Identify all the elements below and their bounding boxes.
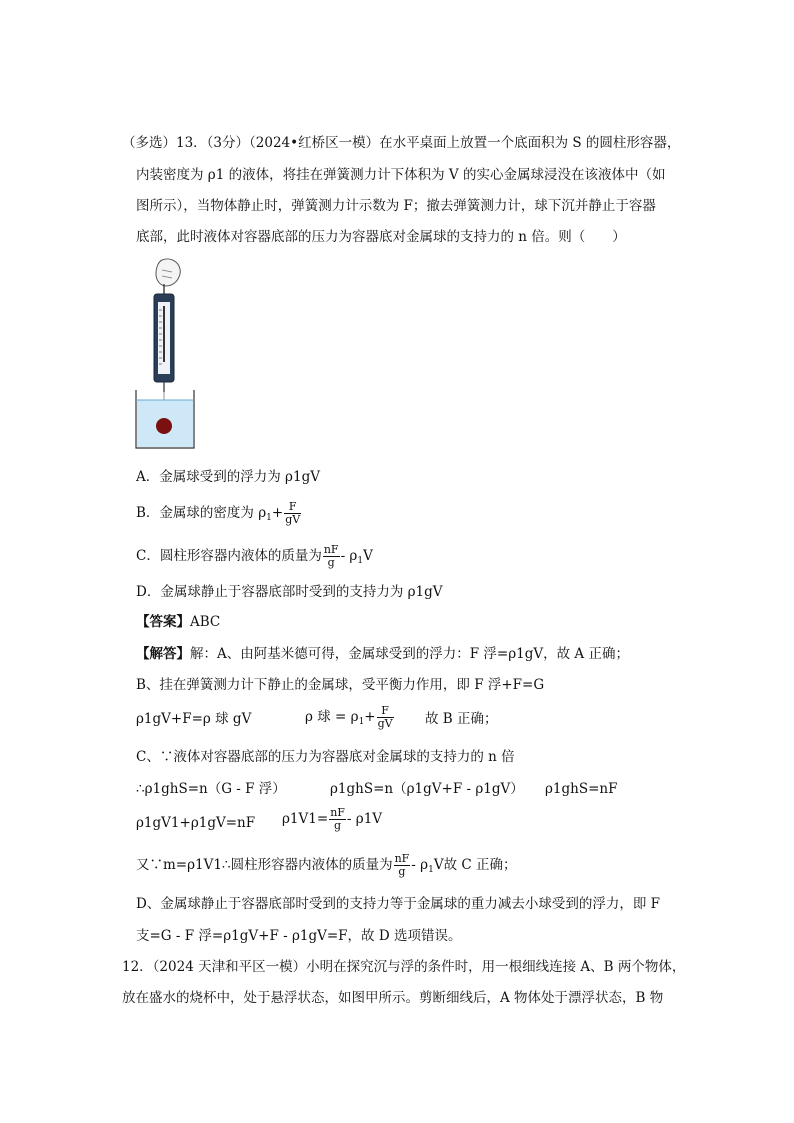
spring-scale-illustration	[132, 258, 202, 453]
analysis-c-line3-numerator: nF	[330, 806, 345, 819]
option-c-denominator: g	[327, 556, 335, 569]
analysis-c-line3-b-prefix: ρ1V1=	[282, 811, 329, 827]
option-c-text: C．圆柱形容器内液体的质量为	[136, 548, 322, 564]
analysis-b-line2-mid: ρ 球 = $\rho_1+$ $\frac{F}{gV}$	[305, 704, 393, 730]
analysis-c-line2-b: ρ1ghS=n（ρ1gV+F - ρ1gV）	[330, 781, 524, 797]
option-c-suffix: - ρ	[340, 548, 358, 564]
analysis-c-line4-suffix: - ρ	[411, 857, 429, 873]
analysis-c-line4-denominator: g	[398, 865, 406, 878]
analysis-c-line3-a: ρ1gV1+ρ1gV=nF	[136, 815, 256, 831]
q12-line2: 放在盛水的烧杯中，处于悬浮状态，如图甲所示。剪断细线后，A 物体处于漂浮状态，B 物	[122, 990, 664, 1006]
option-d: D．金属球静止于容器底部时受到的支持力为 ρ1gV	[136, 584, 443, 600]
q13-line1: （多选）13．（3分）（2024•红桥区一模）在水平桌面上放置一个底面积为 S 的圆柱形容器，	[122, 135, 681, 151]
option-b-sub: 1	[266, 513, 272, 523]
analysis-b-fraction	[377, 705, 394, 730]
analysis-b-line2-mid-sub: 1	[358, 717, 365, 727]
option-b-fraction	[284, 501, 301, 526]
analysis-c-line3-b	[282, 807, 382, 832]
analysis-c-line4-prefix: 又∵m=ρ1V1∴圆柱形容器内液体的质量为	[136, 857, 393, 873]
option-c-end: V	[363, 548, 373, 564]
option-c-sub: 1	[357, 556, 364, 566]
answer-row	[136, 613, 220, 631]
option-a: A．金属球受到的浮力为 ρ1gV	[136, 469, 320, 485]
q13-line3: 图所示），当物体静止时，弹簧测力计示数为 F；撤去弹簧测力计，球下沉并静止于容器	[136, 198, 656, 214]
q12-line1: 12．（2024 天津和平区一模）小明在探究沉与浮的条件时，用一根细线连接 A、B 两个物体，	[122, 959, 686, 975]
analysis-c-line3-denominator: g	[334, 819, 342, 832]
analysis-label: 【解答】	[136, 646, 190, 662]
analysis-intro: 解：A、由阿基米德可得，金属球受到的浮力：F 浮=ρ1gV，故 A 正确；	[190, 646, 629, 662]
analysis-b-line1: B、挂在弹簧测力计下静止的金属球，受平衡力作用，即 F 浮+F=G	[136, 677, 545, 693]
option-b-denominator: gV	[285, 513, 301, 526]
analysis-c-line3-b-suffix: - ρ1V	[346, 811, 383, 827]
analysis-c-line4-numerator: nF	[394, 852, 410, 865]
analysis-b-numerator: F	[377, 705, 394, 718]
answer-label: 【答案】	[136, 614, 190, 630]
option-b: B．金属球的密度为 $\rho_1+$ $\frac{F}{gV}$	[136, 500, 301, 526]
analysis-c-line4-sub: 1	[428, 865, 434, 875]
analysis-c-line1: C、∵液体对容器底部的压力为容器底对金属球的支持力的 n 倍	[136, 749, 515, 765]
analysis-row	[136, 645, 629, 663]
analysis-d-line1: D、金属球静止于容器底部时受到的支持力等于金属球的重力减去小球受到的浮力，即 F	[136, 896, 660, 912]
analysis-d-line2: 支=G - F 浮=ρ1gV+F - ρ1gV=F，故 D 选项错误。	[136, 928, 462, 944]
q13-line4: 底部，此时液体对容器底部的压力为容器底对金属球的支持力的 n 倍。则（ ）	[136, 229, 626, 245]
analysis-c-line2-c: ρ1ghS=nF	[545, 781, 618, 797]
spring-scale-figure	[132, 258, 202, 453]
option-b-text: B．金属球的密度为 ρ	[136, 505, 267, 521]
analysis-c-line4	[136, 853, 517, 879]
analysis-b-line2-right: 故 B 正确；	[425, 711, 498, 727]
analysis-c-line4-fraction	[394, 853, 411, 878]
option-c-numerator: nF	[323, 543, 339, 556]
answer-value: ABC	[190, 614, 221, 630]
option-c-fraction	[323, 544, 340, 569]
q13-line2: 内装密度为 ρ1 的液体，将挂在弹簧测力计下体积为 V 的实心金属球浸没在该液体中（如	[136, 167, 666, 183]
analysis-c-line3-fraction	[329, 807, 346, 832]
analysis-c-line4-end: V故 C 正确；	[433, 857, 517, 873]
option-c	[136, 544, 373, 570]
option-b-numerator: F	[284, 501, 301, 514]
analysis-c-line2-a: ∴ρ1ghS=n（G - F 浮）	[136, 781, 286, 797]
analysis-b-line2-mid-text: ρ 球 = ρ	[305, 709, 359, 725]
analysis-b-denominator: gV	[377, 717, 393, 730]
analysis-b-line2-left: ρ1gV+F=ρ 球 gV	[136, 711, 252, 727]
